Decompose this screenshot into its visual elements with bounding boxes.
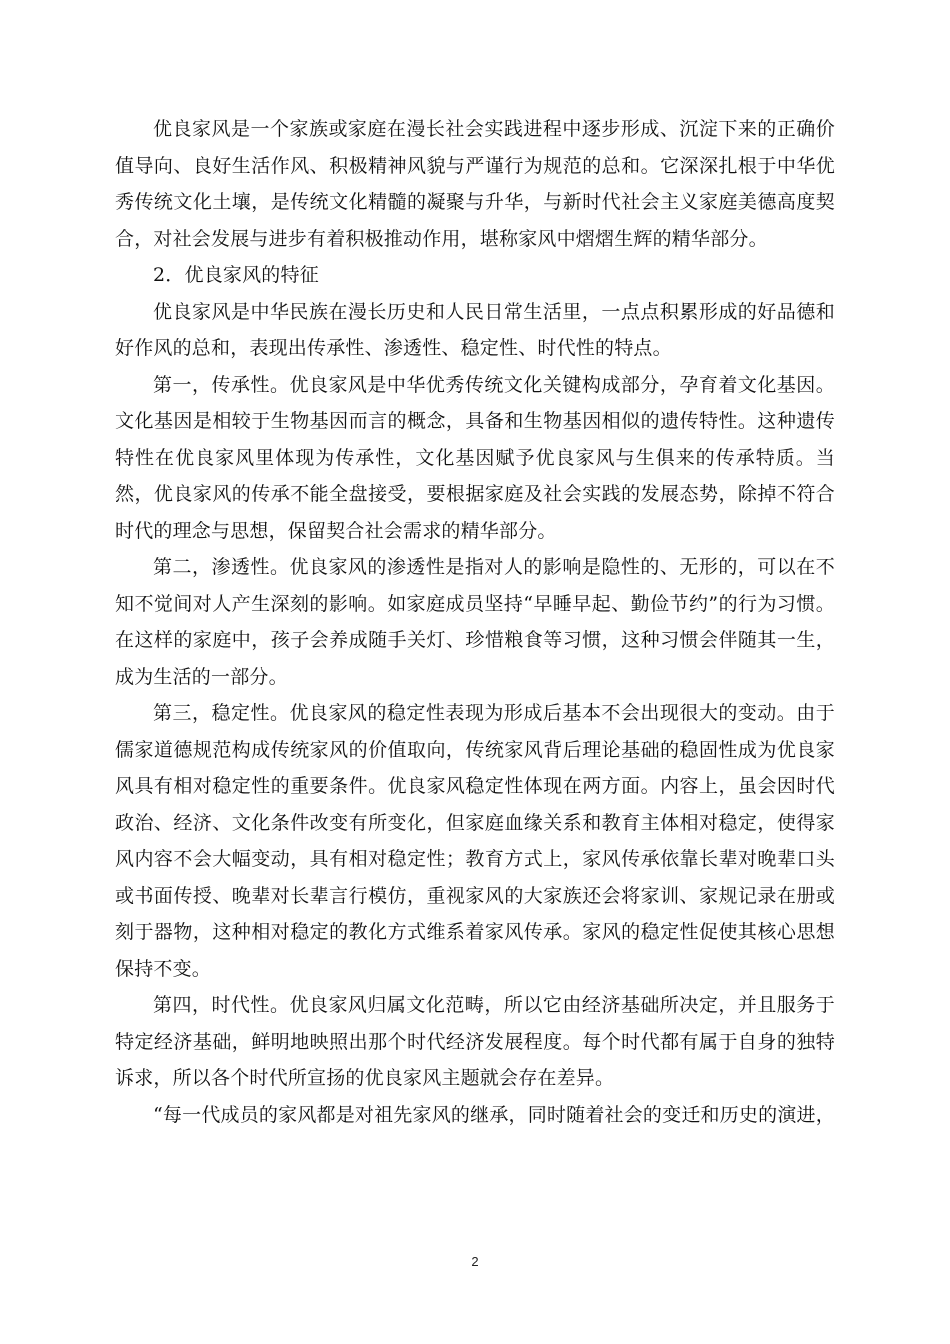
paragraph-definition: 优良家风是一个家族或家庭在漫长社会实践进程中逐步形成、沉淀下来的正确价值导向、良好生活作风、积极精神风貌与严谨行为规范的总和。它深深扎根于中华优秀传统文化土壤，是传统文化精髓的凝聚与升华，与新时代社会主义家庭美德高度契合，对社会发展与进步有着积极推动作用，堪称家风中熠熠生辉的精华部分。 [115,118,835,250]
paragraph-inheritance: 第一，传承性。优良家风是中华优秀传统文化关键构成部分，孕育着文化基因。文化基因是相较于生物基因而言的概念，具备和生物基因相似的遗传特性。这种遗传特性在优良家风里体现为传承性，文化基因赋予优良家风与生俱来的传承特质。当然，优良家风的传承不能全盘接受，要根据家庭及社会实践的发展态势，除掉不符合时代的理念与思想，保留契合社会需求的精华部分。 [115,373,835,542]
page-number: 2 [471,1254,479,1269]
paragraph-quote: “每一代成员的家风都是对祖先家风的继承，同时随着社会的变迁和历史的演进， [153,1103,835,1126]
paragraph-permeability: 第二，渗透性。优良家风的渗透性是指对人的影响是隐性的、无形的，可以在不知不觉间对人产生深刻的影响。如家庭成员坚持“早睡早起、勤俭节约”的行为习惯。在这样的家庭中，孩子会养成随手关灯、珍惜粮食等习惯，这种习惯会伴随其一生，成为生活的一部分。 [115,556,835,688]
paragraph-timeliness: 第四，时代性。优良家风归属文化范畴，所以它由经济基础所决定，并且服务于特定经济基础，鲜明地映照出那个时代经济发展程度。每个时代都有属于自身的独特诉求，所以各个时代所宣扬的优良家风主题就会存在差异。 [115,994,835,1089]
body-text [115,111,835,1133]
section-heading: 2．优良家风的特征 [153,264,319,286]
paragraph-features-intro: 优良家风是中华民族在漫长历史和人民日常生活里，一点点积累形成的好品德和好作风的总和，表现出传承性、渗透性、稳定性、时代性的特点。 [115,300,835,359]
paragraph-stability: 第三，稳定性。优良家风的稳定性表现为形成后基本不会出现很大的变动。由于儒家道德规范构成传统家风的价值取向，传统家风背后理论基础的稳固性成为优良家风具有相对稳定性的重要条件。优良家风稳定性体现在两方面。内容上，虽会因时代政治、经济、文化条件改变有所变化，但家庭血缘关系和教育主体相对稳定，使得家风内容不会大幅变动，具有相对稳定性；教育方式上，家风传承依靠长辈对晚辈口头或书面传授、晚辈对长辈言行模仿，重视家风的大家族还会将家训、家规记录在册或刻于器物，这种相对稳定的教化方式维系着家风传承。家风的稳定性促使其核心思想保持不变。 [115,702,835,980]
